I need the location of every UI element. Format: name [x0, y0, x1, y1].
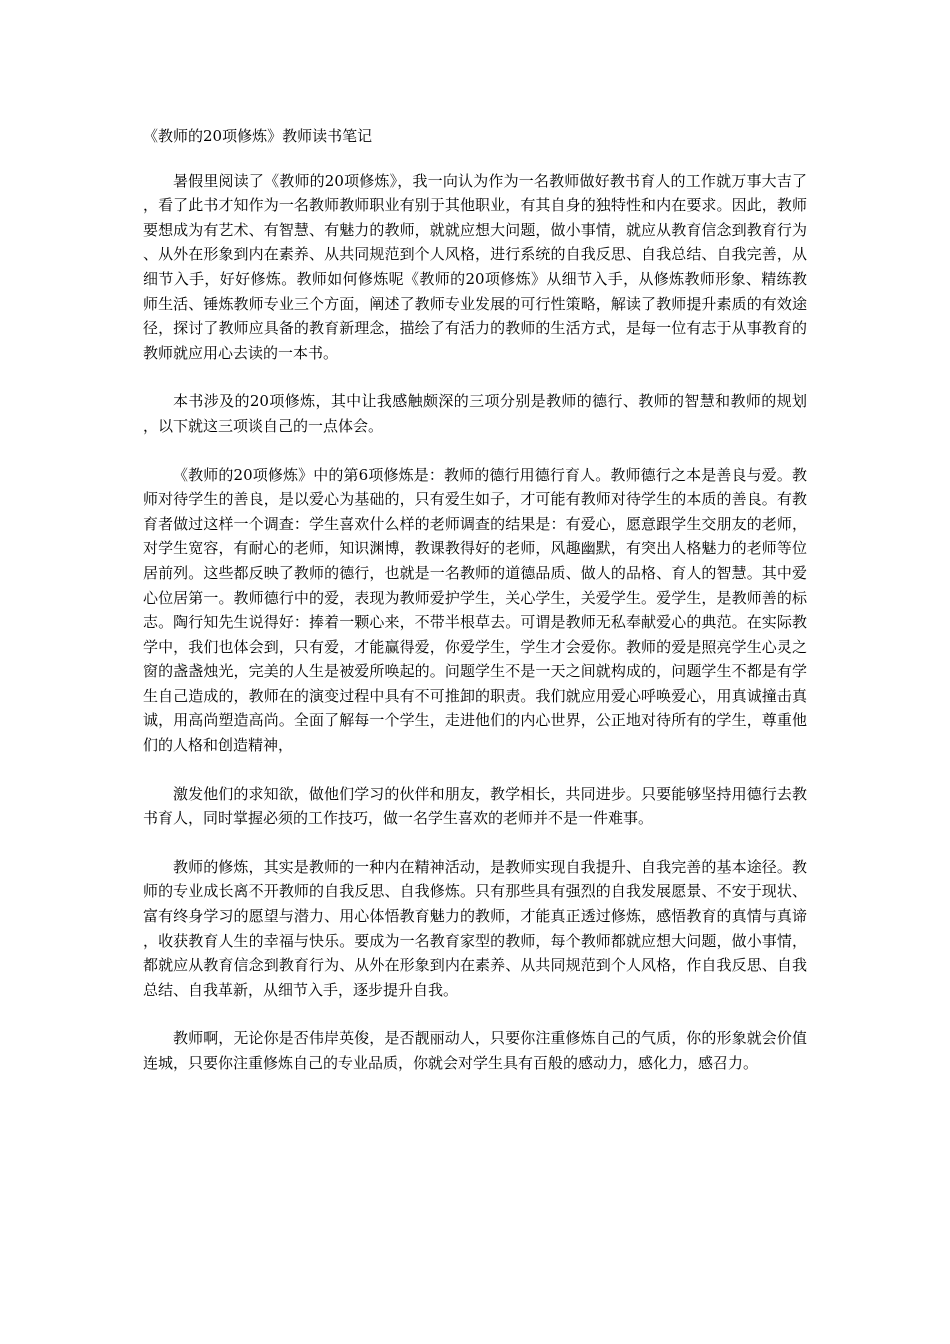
paragraph-intro: 暑假里阅读了《教师的20项修炼》，我一向认为作为一名教师做好教书育人的工作就万事大吉了，看了此书才知作为一名教师教师职业有别于其他职业，有其自身的独特性和内在要求。因此，教师要想成为有艺术、有智慧、有魅力的教师，就就应想大问题，做小事情，就应从教育信念到教育行为、从外在形象到内在素养、从共同规范到个人风格，进行系统的自我反思、自我总结、自我完善，从细节入手，好好修炼。教师如何修炼呢《教师的20项修炼》从细节入手，从修炼教师形象、精练教师生活、锤炼教师专业三个方面，阐述了教师专业发展的可行性策略，解读了教师提升素质的有效途径，探讨了教师应具备的教育新理念，描绘了有活力的教师的生活方式，是每一位有志于从事教育的教师就应用心去读的一本书。: [143, 171, 807, 362]
document-title: 《教师的20项修炼》教师读书笔记: [143, 127, 373, 145]
paragraph-virtue: 《教师的20项修炼》中的第6项修炼是：教师的德行用德行育人。教师德行之本是善良与爱。教师对待学生的善良，是以爱心为基础的，只有爱生如子，才可能有教师对待学生的本质的善良。有教育者做过这样一个调查：学生喜欢什么样的老师调查的结果是：有爱心，愿意跟学生交朋友的老师，对学生宽容，有耐心的老师，知识渊博，教课教得好的老师，风趣幽默，有突出人格魅力的老师等位居前列。这些都反映了教师的德行，也就是一名教师的道德品质、做人的品格、育人的智慧。其中爱心位居第一。教师德行中的爱，表现为教师爱护学生，关心学生，关爱学生。爱学生，是教师善的标志。陶行知先生说得好：捧着一颗心来，不带半根草去。可谓是教师无私奉献爱心的典范。在实际教学中，我们也体会到，只有爱，才能赢得爱，你爱学生，学生才会爱你。教师的爱是照亮学生心灵之窗的盏盏烛光，完美的人生是被爱所唤起的。问题学生不是一天之间就构成的，问题学生不都是有学生自己造成的，教师在的演变过程中具有不可推卸的职责。我们就应用爱心呼唤爱心，用真诚撞击真诚，用高尚塑造高尚。全面了解每一个学生，走进他们的内心世界，公正地对待所有的学生，尊重他们的人格和创造精神，: [143, 465, 807, 755]
document-page: [143, 124, 807, 1100]
paragraph-motivation: 激发他们的求知欲，做他们学习的伙伴和朋友，教学相长，共同进步。只要能够坚持用德行去教书育人，同时掌握必须的工作技巧，做一名学生喜欢的老师并不是一件难事。: [143, 784, 807, 828]
paragraph-closing: 教师啊，无论你是否伟岸英俊，是否靓丽动人，只要你注重修炼自己的气质，你的形象就会价值连城，只要你注重修炼自己的专业品质，你就会对学生具有百般的感动力，感化力，感召力。: [143, 1029, 807, 1072]
paragraph-self-improvement: 教师的修炼，其实是教师的一种内在精神活动，是教师实现自我提升、自我完善的基本途径。教师的专业成长离不开教师的自我反思、自我修炼。只有那些具有强烈的自我发展愿景、不安于现状、富有终身学习的愿望与潜力、用心体悟教育魅力的教师，才能真正透过修炼，感悟教育的真情与真谛，收获教育人生的幸福与快乐。要成为一名教育家型的教师，每个教师都就应想大问题，做小事情，都就应从教育信念到教育行为、从外在形象到内在素养、从共同规范到个人风格，作自我反思、自我总结、自我革新，从细节入手，逐步提升自我。: [143, 857, 807, 999]
paragraph-three-cultivations: 本书涉及的20项修炼，其中让我感触颇深的三项分别是教师的德行、教师的智慧和教师的规划，以下就这三项谈自己的一点体会。: [143, 392, 807, 435]
